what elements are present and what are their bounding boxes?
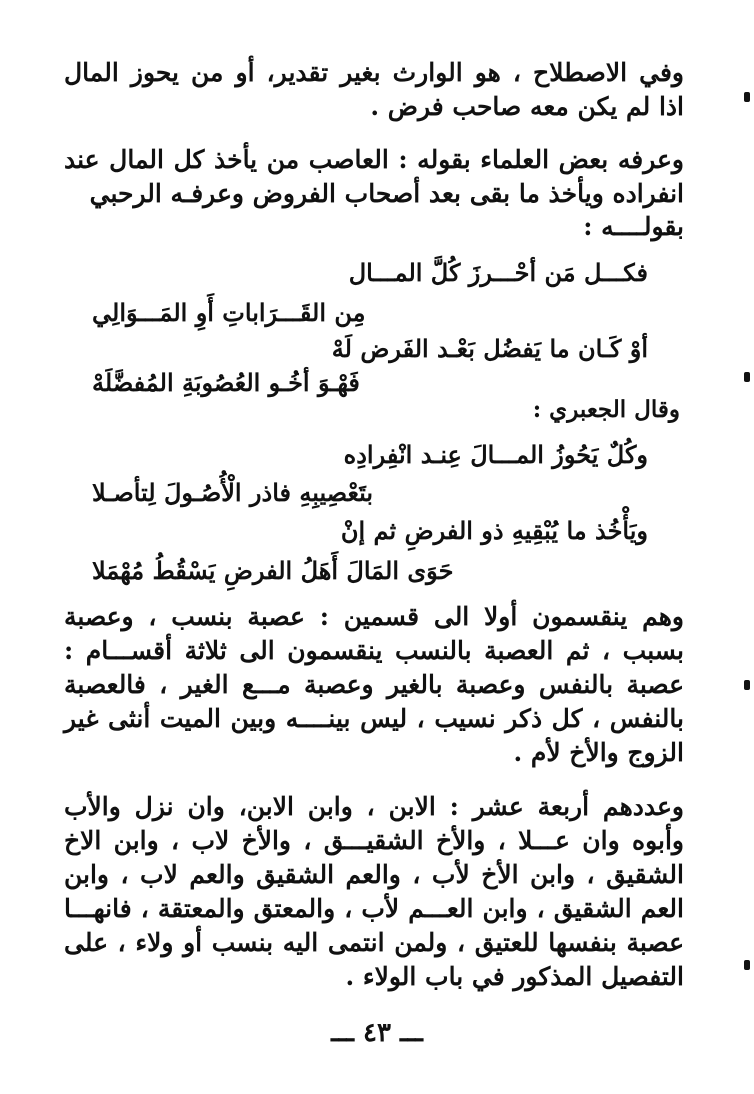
verse-2-first-hemistich: أوْ كَـان ما يَفضُل بَعْـد الفَرض لَهْ xyxy=(331,334,648,363)
margin-mark xyxy=(744,92,750,102)
paragraph-definition: وفي الاصطلاح ، هو الوارث بغير تقدير، أو من يحوز المال اذا لم يكن معه صاحب فرض . xyxy=(64,58,684,121)
verse-1-first-hemistich: فكـــل مَن أحْـــرزَ كُلَّ المـــال xyxy=(348,258,648,287)
margin-mark xyxy=(744,680,750,690)
margin-mark xyxy=(744,960,750,970)
verse-1-second-hemistich: مِن القَـــرَاباتِ أَوِ المَـــوَالِي xyxy=(92,298,366,327)
page-number: ـــ ٤٣ ـــ xyxy=(331,1018,423,1048)
verse-2-second-hemistich: فَهْـوَ أخُـو العُصُوبَةِ المُفضَّلَهْ xyxy=(92,368,360,397)
verse-3-first-hemistich: وكُلٌ يَحُوزُ المـــالَ عِنـد انْفِرادِه xyxy=(343,440,648,469)
paragraph-intro-line: بقولــــه : xyxy=(583,212,684,241)
paragraph-enumeration: وعددهم أربعة عشر : الابن ، وابن الابن، وان نزل والأب وأبوه وان عـــلا ، والأخ الشقيـــق ، والأخ لاب ، وابن الاخ الشقيق ، وابن الأخ لأب ، والعم الشقيق والعم لاب ، وابن العم الشقيق ، وابن العـــم لأب ، والمعتق والمعتقة ، فانهـــا عصبة بنفسها للعتيق ، ولمن انتمى اليه بنسب أو ولاء ، على التفصيل المذكور في باب الولاء . xyxy=(64,792,684,991)
attribution-jabari: وقال الجعبري : xyxy=(532,396,680,423)
paragraph-categories: وهم ينقسمون أولا الى قسمين : عصبة بنسب ، وعصبة بسبب ، ثم العصبة بالنسب ينقسمون الى ثلاثة أقســـام : عصبة بالنفس وعصبة بالغير وعصبة مـــع الغير ، فالعصبة بالنفس ، كل ذكر نسيب ، ليس بينــــه وبين الميت أنثى غير الزوج والأخ لأم . xyxy=(64,602,684,767)
verse-3-second-hemistich: بتَعْصِيبِهِ فاذر الْأُصُـولَ لِتأصـلا xyxy=(92,478,373,507)
verse-4-first-hemistich: ويَأْخُذ ما يُبْقِيهِ ذو الفرضِ ثم إنْ xyxy=(340,516,648,545)
paragraph-scholars-definition: وعرفه بعض العلماء بقوله : العاصب من يأخذ كل المال عند انفراده ويأخذ ما بقى بعد أصحاب الفروض وعرفـه الرحبي xyxy=(64,145,684,208)
verse-4-second-hemistich: حَوَى المَالَ أَهَلُ الفرضِ يَسْقُطُ مُهْمَلا xyxy=(92,556,454,585)
margin-mark xyxy=(744,372,750,382)
